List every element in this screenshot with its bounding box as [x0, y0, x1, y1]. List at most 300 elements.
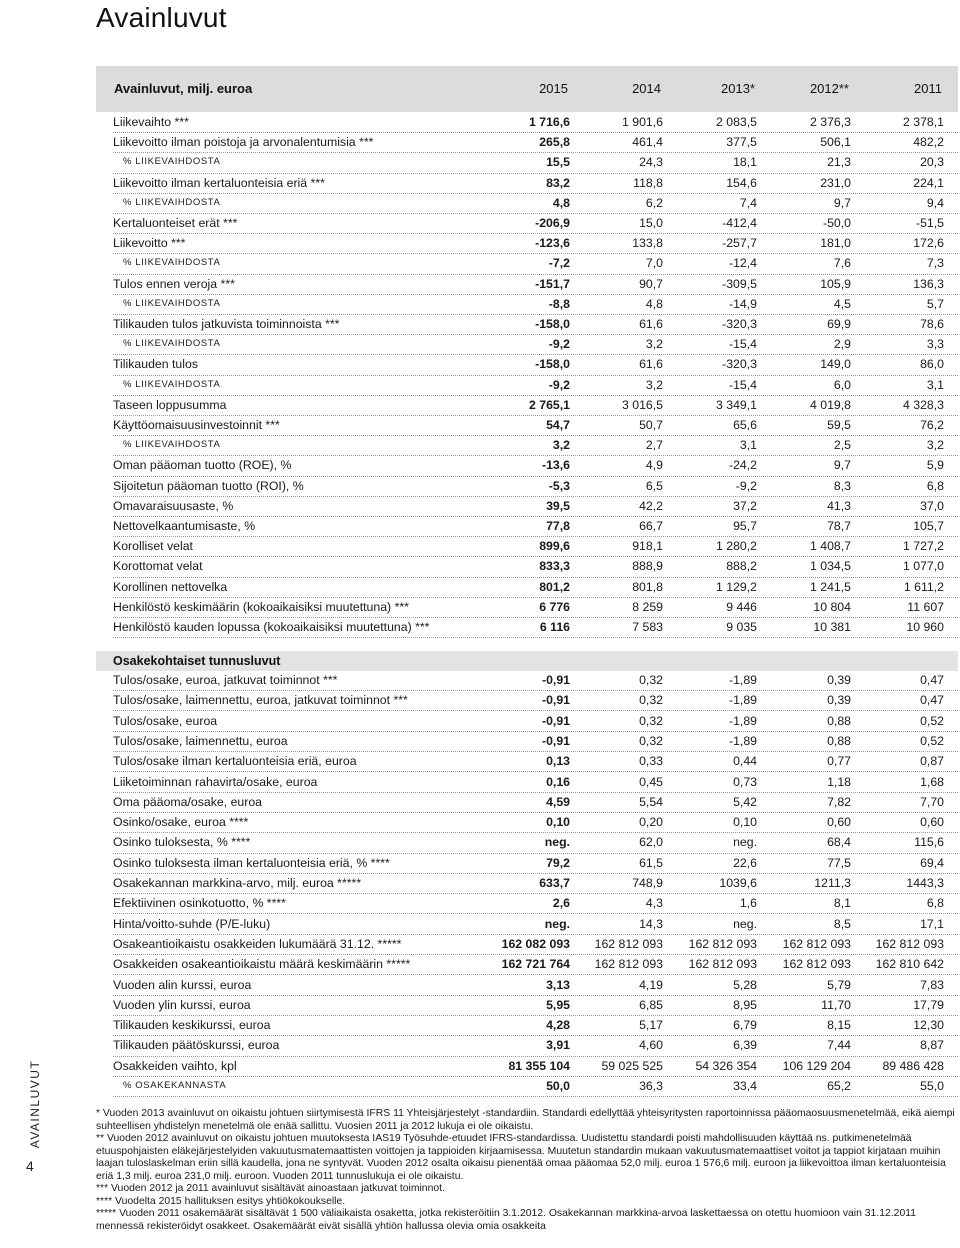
row-value: 3,1 [739, 438, 757, 453]
year-2012: 2012** [809, 81, 849, 96]
row-value: 36,3 [639, 1079, 663, 1093]
row-label: Omavaraisuusaste, % [113, 498, 234, 513]
table-header [96, 66, 958, 112]
row-value: 7,82 [827, 794, 851, 809]
table-row [113, 496, 958, 517]
row-value: 6 116 [539, 620, 570, 634]
row-value: 1 611,2 [903, 579, 944, 594]
row-value: 59,5 [827, 418, 851, 432]
row-value: 899,6 [539, 539, 570, 554]
row-value: 0,33 [639, 754, 663, 769]
table-row [113, 132, 958, 153]
row-value: 68,4 [827, 835, 851, 850]
row-value: 0,88 [827, 713, 851, 728]
footnote: ***** Vuoden 2011 osakemäärät sisältävät 1 500 väliaikaista osaketta, jotka rekisteröitiin 3.1.2012. Osakekannan markkina-arvoa laskettaessa on otettu huomioon vain 31.12.2011 mennessä rekisteröidyt osakkeet. Osakemäärät eivät sisällä yhtiön hallussa olevia omia osakkeita [96, 1208, 917, 1232]
table-row [113, 395, 958, 416]
row-value: 154,6 [726, 175, 757, 190]
row-label: % LIIKEVAIHDOSTA [123, 297, 221, 309]
row-label: Liikevoitto *** [113, 236, 186, 251]
row-value: 2,6 [552, 896, 570, 911]
row-value: 8,15 [827, 1018, 851, 1033]
table-row [113, 314, 958, 335]
row-label: % LIIKEVAIHDOSTA [123, 196, 221, 208]
table-row [113, 873, 958, 894]
row-value: 633,7 [539, 876, 570, 890]
row-value: 0,60 [920, 815, 944, 830]
row-value: 79,2 [546, 855, 570, 870]
row-value: 1,68 [920, 774, 944, 789]
row-value: -13,6 [541, 458, 570, 473]
row-value: 54 326 354 [695, 1058, 757, 1073]
row-value: 0,39 [827, 673, 851, 687]
row-value: 801,2 [539, 579, 570, 594]
row-value: 5,7 [926, 296, 944, 311]
row-value: 11,70 [821, 997, 851, 1012]
row-value: 69,4 [920, 855, 944, 870]
row-value: 8,87 [920, 1038, 944, 1053]
section-title: Osakekohtaiset tunnusluvut [113, 654, 281, 668]
table-row [113, 1015, 958, 1036]
row-value: 61,6 [639, 357, 663, 372]
row-value: 0,52 [920, 713, 944, 728]
row-label: Tilikauden päätöskurssi, euroa [113, 1038, 280, 1053]
row-value: 4,8 [552, 195, 570, 210]
table-row [113, 812, 958, 833]
row-value: 9,7 [833, 195, 851, 210]
row-value: 7,83 [920, 977, 944, 992]
table-row [113, 112, 958, 133]
row-value: 6,5 [645, 478, 663, 493]
row-value: 1 408,7 [809, 539, 851, 554]
row-label: Osakeantioikaistu osakkeiden lukumäärä 31.12. ***** [113, 936, 402, 951]
row-value: 1,6 [739, 896, 757, 911]
row-value: -5,3 [548, 478, 570, 493]
row-value: 95,7 [733, 519, 757, 533]
row-value: 1 077,0 [902, 559, 944, 574]
table-row [113, 1035, 958, 1056]
row-label: Osinko tuloksesta, % **** [113, 835, 251, 850]
row-label: Henkilöstö keskimäärin (kokoaikaisiksi muutettuna) *** [113, 599, 409, 614]
row-value: -12,4 [728, 256, 757, 271]
table-row [113, 274, 958, 295]
row-value: 0,73 [733, 774, 757, 789]
row-value: 6,85 [639, 997, 663, 1012]
row-value: -1,89 [728, 693, 757, 708]
row-value: 2 083,5 [715, 115, 757, 129]
row-value: 3,2 [926, 438, 944, 453]
row-value: 106 129 204 [782, 1058, 851, 1073]
table-row [113, 173, 958, 194]
year-2011: 2011 [914, 81, 942, 96]
row-label: % LIIKEVAIHDOSTA [123, 156, 221, 168]
row-label: % LIIKEVAIHDOSTA [123, 439, 221, 451]
row-value: 748,9 [632, 876, 663, 890]
row-value: 0,20 [639, 815, 663, 830]
row-value: 86,0 [920, 357, 944, 372]
row-value: 2 765,1 [528, 397, 570, 412]
row-label: Nettovelkaantumisaste, % [113, 519, 256, 533]
row-value: -15,4 [728, 337, 757, 352]
table-row [113, 954, 958, 975]
row-value: -24,2 [728, 458, 757, 473]
row-value: 4,59 [546, 794, 570, 809]
row-value: 918,1 [632, 539, 663, 554]
row-value: 6,79 [733, 1018, 757, 1033]
row-value: 41,3 [827, 498, 851, 513]
row-value: -151,7 [535, 276, 570, 291]
row-value: 7,4 [739, 195, 757, 210]
row-label: Liiketoiminnan rahavirta/osake, euroa [113, 774, 318, 789]
row-value: -320,3 [722, 357, 757, 372]
row-value: 224,1 [913, 175, 944, 190]
footnote: **** Vuodelta 2015 hallituksen esitys yhtiökokoukselle. [96, 1195, 346, 1207]
row-label: Tilikauden tulos jatkuvista toiminnoista *** [113, 317, 340, 331]
row-value: -1,89 [728, 673, 757, 687]
row-value: 0,47 [920, 673, 944, 687]
row-value: 1443,3 [906, 876, 944, 890]
row-value: 7,3 [926, 256, 944, 271]
row-value: 6 776 [539, 599, 570, 614]
table-row [113, 536, 958, 557]
row-value: 172,6 [913, 236, 944, 251]
row-value: 0,45 [639, 774, 663, 789]
row-label: Liikevoitto ilman poistoja ja arvonalentumisia *** [113, 135, 374, 150]
table-row [113, 751, 958, 772]
row-value: -0,91 [541, 693, 570, 708]
row-value: 6,0 [833, 377, 851, 392]
row-value: 7,0 [645, 256, 663, 271]
row-label: Tulos/osake, euroa, jatkuvat toiminnot *** [113, 673, 338, 687]
row-value: 21,3 [827, 155, 851, 170]
table-row [113, 556, 958, 577]
table-row [113, 711, 958, 732]
row-value: 5,28 [733, 977, 757, 992]
row-label: % LIIKEVAIHDOSTA [123, 257, 221, 269]
row-value: 888,9 [632, 559, 663, 574]
section-header [96, 651, 958, 671]
row-value: 69,9 [827, 317, 851, 331]
row-label: % LIIKEVAIHDOSTA [123, 378, 221, 390]
row-value: 24,3 [639, 155, 663, 170]
table-row [113, 772, 958, 793]
row-value: 78,7 [827, 519, 851, 533]
row-value: 0,13 [546, 754, 570, 769]
row-value: 11 607 [907, 599, 944, 614]
row-label: Tulos/osake, laimennettu, euroa, jatkuvat toiminnot *** [113, 693, 408, 708]
row-value: 66,7 [639, 519, 663, 533]
row-value: 181,0 [820, 236, 851, 251]
row-value: 162 082 093 [501, 936, 570, 951]
row-value: 1 241,5 [809, 579, 851, 594]
row-value: 5,17 [639, 1018, 663, 1033]
row-value: 4,3 [645, 896, 663, 911]
row-value: 482,2 [913, 135, 944, 150]
side-label [26, 1060, 42, 1150]
row-value: 506,1 [820, 135, 851, 150]
row-value: 7,6 [833, 256, 851, 271]
row-value: neg. [544, 916, 570, 931]
table-row [113, 597, 958, 618]
row-value: 6,8 [926, 478, 944, 493]
row-value: 15,5 [546, 155, 570, 170]
table-row [113, 1056, 958, 1077]
row-value: 3,2 [645, 377, 663, 392]
row-value: 3,1 [926, 377, 944, 392]
table-row [113, 670, 958, 691]
row-value: 162 812 093 [594, 957, 663, 972]
row-label: % LIIKEVAIHDOSTA [123, 338, 221, 350]
row-value: 1 034,5 [809, 559, 851, 574]
row-value: 17,79 [913, 997, 944, 1012]
year-2015: 2015 [539, 81, 568, 96]
row-value: neg. [544, 835, 570, 850]
row-label: Tulos/osake, laimennettu, euroa [113, 733, 288, 748]
row-value: -9,2 [548, 337, 570, 352]
row-label: Korottomat velat [113, 559, 203, 574]
table-row [113, 354, 958, 375]
row-value: 5,79 [827, 977, 851, 992]
row-value: -206,9 [535, 216, 570, 230]
row-label: Vuoden ylin kurssi, euroa [113, 997, 251, 1012]
row-value: 22,6 [733, 855, 757, 870]
row-value: -9,2 [735, 478, 757, 493]
row-value: 77,5 [827, 855, 851, 870]
row-value: 83,2 [546, 175, 570, 190]
page-title: Avainluvut [96, 2, 227, 33]
row-value: 2 376,3 [809, 115, 851, 129]
row-value: 37,2 [733, 498, 757, 513]
row-value: 8,3 [833, 478, 851, 493]
row-value: 50,0 [546, 1079, 570, 1093]
row-value: 7,44 [827, 1038, 851, 1053]
row-value: 4,5 [833, 296, 851, 311]
row-value: 3,2 [552, 438, 570, 453]
row-value: 2,5 [833, 438, 851, 453]
row-value: 20,3 [920, 155, 944, 170]
row-value: 18,1 [733, 155, 757, 170]
row-value: 377,5 [726, 135, 757, 150]
row-label: % OSAKEKANNASTA [123, 1080, 227, 1091]
row-value: 162 812 093 [875, 936, 944, 951]
footnote: *** Vuoden 2012 ja 2011 avainluvut sisältävät ainoastaan jatkuvat toiminnot. [96, 1183, 445, 1194]
table-row [113, 577, 958, 598]
row-value: 0,10 [733, 815, 757, 830]
row-value: 8 259 [632, 599, 663, 614]
row-value: 231,0 [820, 175, 851, 190]
row-label: Tulos/osake ilman kertaluonteisia eriä, euroa [113, 754, 357, 769]
row-value: 0,32 [639, 693, 663, 708]
row-label: Korolliset velat [113, 539, 193, 554]
row-value: 76,2 [920, 418, 944, 432]
row-value: 89 486 428 [882, 1058, 944, 1073]
table-row [113, 213, 958, 234]
row-value: 833,3 [539, 559, 570, 574]
row-value: 3,2 [645, 337, 663, 352]
row-value: 162 812 093 [782, 936, 851, 951]
row-value: 136,3 [913, 276, 944, 291]
table-row [113, 975, 958, 996]
row-value: 90,7 [639, 276, 663, 291]
row-value: 0,47 [920, 693, 944, 708]
row-value: 0,77 [827, 754, 851, 769]
row-value: 59 025 525 [601, 1058, 663, 1073]
table-row [113, 995, 958, 1016]
row-value: 4,28 [546, 1018, 570, 1033]
row-value: 162 812 093 [688, 936, 757, 951]
row-value: 105,7 [913, 519, 944, 533]
row-label: Tulos/osake, euroa [113, 713, 218, 728]
row-value: 1,18 [827, 774, 851, 789]
row-value: 4,9 [645, 458, 663, 473]
table-row [113, 914, 958, 935]
row-label: Efektiivinen osinkotuotto, % **** [113, 896, 286, 911]
footnote: ** Vuoden 2012 avainluvut on oikaistu johtuen muutoksesta IAS19 Työsuhde-etuudet IFRS-standardissa. Uudistettu standardi poisti mahdollisuuden käyttää ns. putkimenetelmää etuuspohjaisten eläkejärjestelyiden vakuutusmatemaattisten voittojen ja tappioiden kirjaamisessa. Muutetun standardin mukaan vakuutusmatemaattiset voitot ja tappiot kirjataan muihin laajan tuloslaskelman eriin sillä kaudella, jona ne syntyvät. Vuoden 2012 osalta oikaisu pienentää omaa pääomaa 52,0 milj. euroa 1 576,6 milj. euroon ja liikevoittoa ilman kertaluonteisia eriä 1,3 milj. euroa 231,0 milj. euroon. Vuoden 2011 tunnuslukuja ei ole oikaistu. [96, 1133, 946, 1182]
row-value: 0,44 [733, 754, 757, 769]
row-value: -50,0 [822, 216, 851, 230]
year-2013: 2013* [721, 81, 755, 96]
row-value: 65,6 [733, 418, 757, 432]
table-row [113, 934, 958, 955]
row-value: 5,42 [733, 794, 757, 809]
row-value: 0,52 [920, 733, 944, 748]
row-value: 61,5 [639, 855, 663, 870]
row-value: 4,19 [639, 977, 663, 992]
row-value: 265,8 [539, 135, 570, 150]
row-label: Käyttöomaisuusinvestoinnit *** [113, 418, 280, 432]
row-value: 162 810 642 [875, 957, 944, 972]
row-value: 4,60 [639, 1038, 663, 1053]
row-label: Liikevaihto *** [113, 115, 189, 129]
row-value: 4 019,8 [809, 397, 851, 412]
row-value: 2 378,1 [902, 115, 944, 129]
table-row [113, 516, 958, 537]
table-row [113, 893, 958, 914]
row-value: -158,0 [535, 357, 570, 372]
row-value: 39,5 [546, 498, 570, 513]
row-value: 77,8 [546, 519, 570, 533]
row-value: 62,0 [639, 835, 663, 850]
table-row [113, 832, 958, 853]
row-label: Tilikauden tulos [113, 357, 198, 372]
row-value: -15,4 [728, 377, 757, 392]
row-value: -320,3 [722, 317, 757, 331]
row-value: 162 812 093 [782, 957, 851, 972]
row-value: 3,91 [546, 1038, 570, 1053]
row-value: -0,91 [541, 673, 570, 687]
row-value: -7,2 [548, 256, 570, 271]
row-value: 8,95 [733, 997, 757, 1012]
row-value: 2,9 [833, 337, 851, 352]
row-label: Oman pääoman tuotto (ROE), % [113, 458, 292, 473]
table-row [113, 617, 958, 638]
row-value: 149,0 [820, 357, 851, 372]
row-value: 6,8 [926, 896, 944, 911]
table-row [113, 415, 958, 436]
row-value: 1 129,2 [715, 579, 757, 594]
row-value: 162 721 764 [501, 957, 570, 972]
table-row [113, 233, 958, 254]
row-value: 162 812 093 [594, 936, 663, 951]
row-label: Korollinen nettovelka [113, 579, 228, 594]
row-value: 0,10 [546, 815, 570, 830]
row-label: Osakkeiden osakeantioikaistu määrä keskimäärin ***** [113, 957, 411, 972]
table-row [113, 690, 958, 711]
table-row [113, 193, 958, 214]
row-value: 10 804 [813, 599, 851, 614]
row-value: 3,13 [546, 977, 570, 992]
row-value: -0,91 [541, 713, 570, 728]
row-value: -257,7 [722, 236, 757, 251]
row-label: Henkilöstö kauden lopussa (kokoaikaisiksi muutettuna) *** [113, 620, 430, 634]
row-value: 115,6 [914, 835, 944, 850]
row-value: 1 716,6 [528, 115, 570, 129]
row-value: 1 727,2 [902, 539, 944, 554]
row-value: 888,2 [726, 559, 757, 574]
row-label: Liikevoitto ilman kertaluonteisia eriä *** [113, 175, 325, 190]
row-value: 4 328,3 [902, 397, 944, 412]
row-label: Sijoitetun pääoman tuotto (ROI), % [113, 478, 304, 493]
row-value: 9,7 [833, 458, 851, 473]
table-row [113, 455, 958, 476]
row-value: 10 960 [906, 620, 944, 634]
row-value: 6,39 [733, 1038, 757, 1053]
row-value: 461,4 [632, 135, 663, 150]
row-value: 3 016,5 [621, 397, 663, 412]
table-row [113, 294, 958, 315]
row-value: 55,0 [920, 1079, 944, 1093]
row-value: 14,3 [639, 916, 663, 931]
row-value: 54,7 [546, 418, 570, 432]
row-label: Osakekannan markkina-arvo, milj. euroa ***** [113, 876, 362, 890]
table-row [113, 731, 958, 752]
table-row [113, 853, 958, 874]
table-row [113, 476, 958, 497]
year-2014: 2014 [632, 81, 661, 96]
row-value: 3,3 [926, 337, 944, 352]
row-value: 133,8 [632, 236, 663, 251]
row-value: 37,0 [920, 498, 944, 513]
row-label: Vuoden alin kurssi, euroa [113, 977, 252, 992]
table-row [113, 375, 958, 396]
row-value: 118,8 [633, 175, 663, 190]
row-value: 5,9 [926, 458, 944, 473]
row-value: 5,54 [639, 794, 663, 809]
table-row [113, 792, 958, 813]
table-row [113, 334, 958, 355]
row-value: -1,89 [728, 733, 757, 748]
row-label: Osinko tuloksesta ilman kertaluonteisia eriä, % **** [113, 855, 390, 870]
row-value: 6,2 [645, 195, 663, 210]
row-value: 8,1 [833, 896, 851, 911]
footnote: * Vuoden 2013 avainluvut on oikaistu johtuen siirtymisestä IFRS 11 Yhteisjärjestelyt -standardiin. Standardi edellyttää yhteisyritysten raportoinnissa pääomaosuusmenetelmää, eikä aiempi suhteellisen yhdistelyn menetelmä ole enää sallittu. Vuosien 2011 ja 2012 lukuja ei ole oikaistu. [96, 1108, 955, 1132]
row-value: neg. [733, 916, 757, 931]
row-label: Osakkeiden vaihto, kpl [113, 1058, 237, 1073]
row-value: 0,87 [920, 754, 944, 769]
row-value: 0,88 [827, 733, 851, 748]
row-value: 1211,3 [814, 876, 851, 890]
row-label: Kertaluonteiset erät *** [113, 216, 238, 230]
row-value: 15,0 [639, 216, 663, 230]
row-label: Osinko/osake, euroa **** [113, 815, 249, 830]
row-value: 61,6 [639, 317, 663, 331]
row-value: 9,4 [926, 195, 944, 210]
row-value: -412,4 [722, 216, 757, 230]
row-value: 801,8 [632, 579, 663, 594]
row-value: 3 349,1 [715, 397, 757, 412]
row-value: 5,95 [546, 997, 570, 1012]
row-value: 42,2 [639, 498, 663, 513]
row-value: 33,4 [733, 1079, 757, 1093]
